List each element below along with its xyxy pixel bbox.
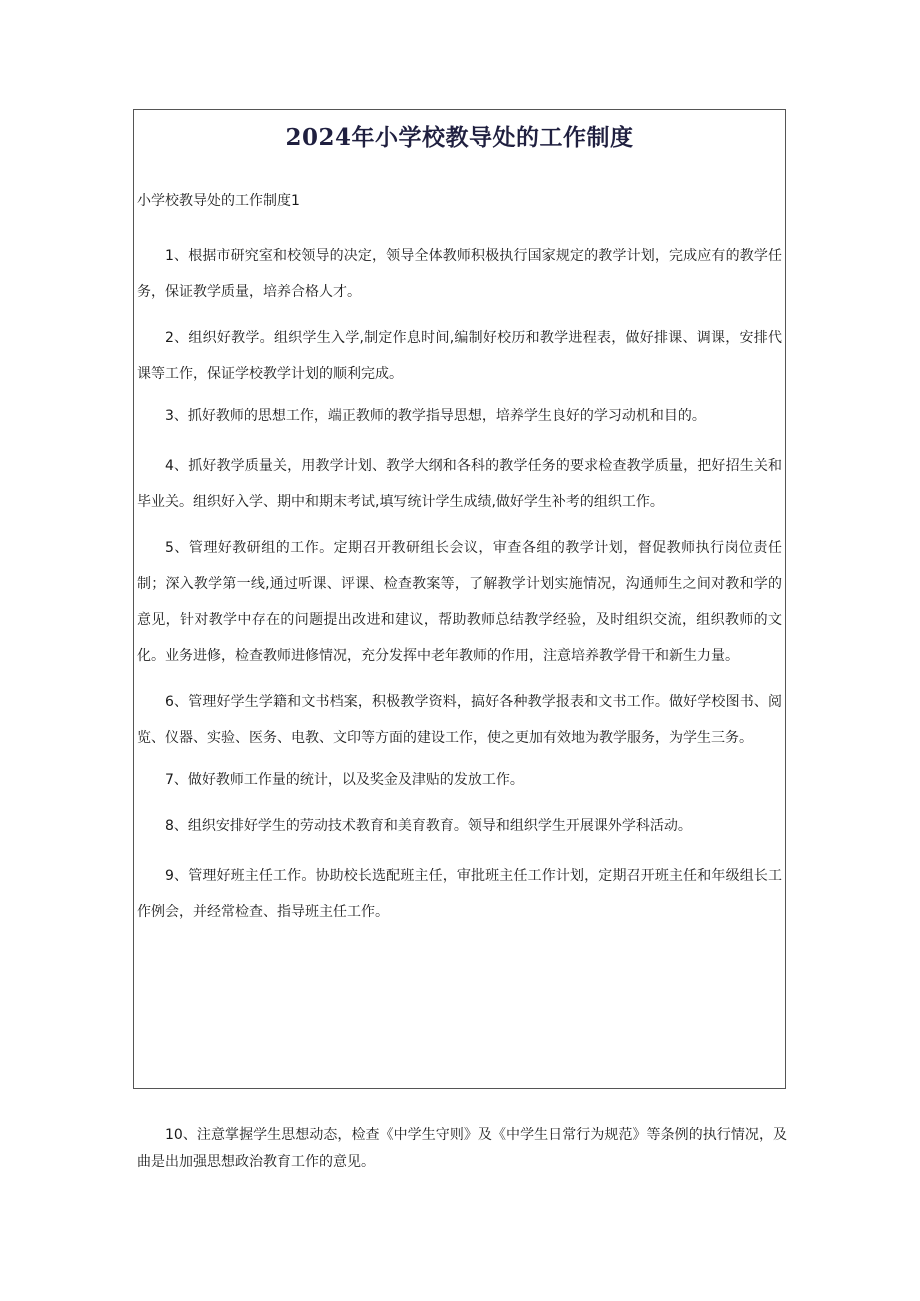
paragraph-item-10: 10、注意掌握学生思想动态，检查《中学生守则》及《中学生日常行为规范》等条例的执行情况，及曲是出加强思想政治教育工作的意见。 bbox=[137, 1127, 787, 1170]
document-body bbox=[137, 238, 782, 940]
paragraph-item-5: 5、管理好教研组的工作。定期召开教研组长会议，审查各组的教学计划，督促教师执行岗位责任制；深入教学第一线,通过听课、评课、检查教案等，了解教学计划实施情况，沟通师生之间对教和学的意见，针对教学中存在的问题提出改进和建议，帮助教师总结教学经验，及时组织交流，组织教师的文化。业务进修，检查教师进修情况，充分发挥中老年教师的作用，注意培养教学骨干和新生力量。 bbox=[137, 540, 782, 664]
paragraph-item-6: 6、管理好学生学籍和文书档案，积极教学资料，搞好各种教学报表和文书工作。做好学校图书、阅览、仪器、实验、医务、电教、文印等方面的建设工作，使之更加有效地为教学服务，为学生三务。 bbox=[137, 694, 782, 746]
paragraph-item-8: 8、组织安排好学生的劳动技术教育和美育教育。领导和组织学生开展课外学科活动。 bbox=[165, 818, 692, 834]
paragraph-item-7: 7、做好教师工作量的统计，以及奖金及津贴的发放工作。 bbox=[165, 772, 524, 788]
document-title: 2024年小学校教导处的工作制度 bbox=[285, 124, 634, 151]
paragraph-item-3: 3、抓好教师的思想工作，端正教师的教学指导思想，培养学生良好的学习动机和目的。 bbox=[165, 408, 706, 424]
section-subtitle: 小学校教导处的工作制度1 bbox=[137, 193, 300, 209]
paragraph-item-9: 9、管理好班主任工作。协助校长选配班主任，审批班主任工作计划，定期召开班主任和年级组长工作例会，并经常检查、指导班主任工作。 bbox=[137, 868, 782, 920]
paragraph-item-2: 2、组织好教学。组织学生入学,制定作息时间,编制好校历和教学进程表，做好排课、调课，安排代课等工作，保证学校教学计划的顺利完成。 bbox=[137, 330, 782, 382]
paragraph-item-4: 4、抓好教学质量关，用教学计划、教学大纲和各科的教学任务的要求检查教学质量，把好招生关和毕业关。组织好入学、期中和期末考试,填写统计学生成绩,做好学生补考的组织工作。 bbox=[137, 458, 782, 510]
paragraph-item-1: 1、根据市研究室和校领导的决定，领导全体教师积极执行国家规定的教学计划，完成应有的教学任务，保证教学质量，培养合格人才。 bbox=[137, 248, 782, 300]
